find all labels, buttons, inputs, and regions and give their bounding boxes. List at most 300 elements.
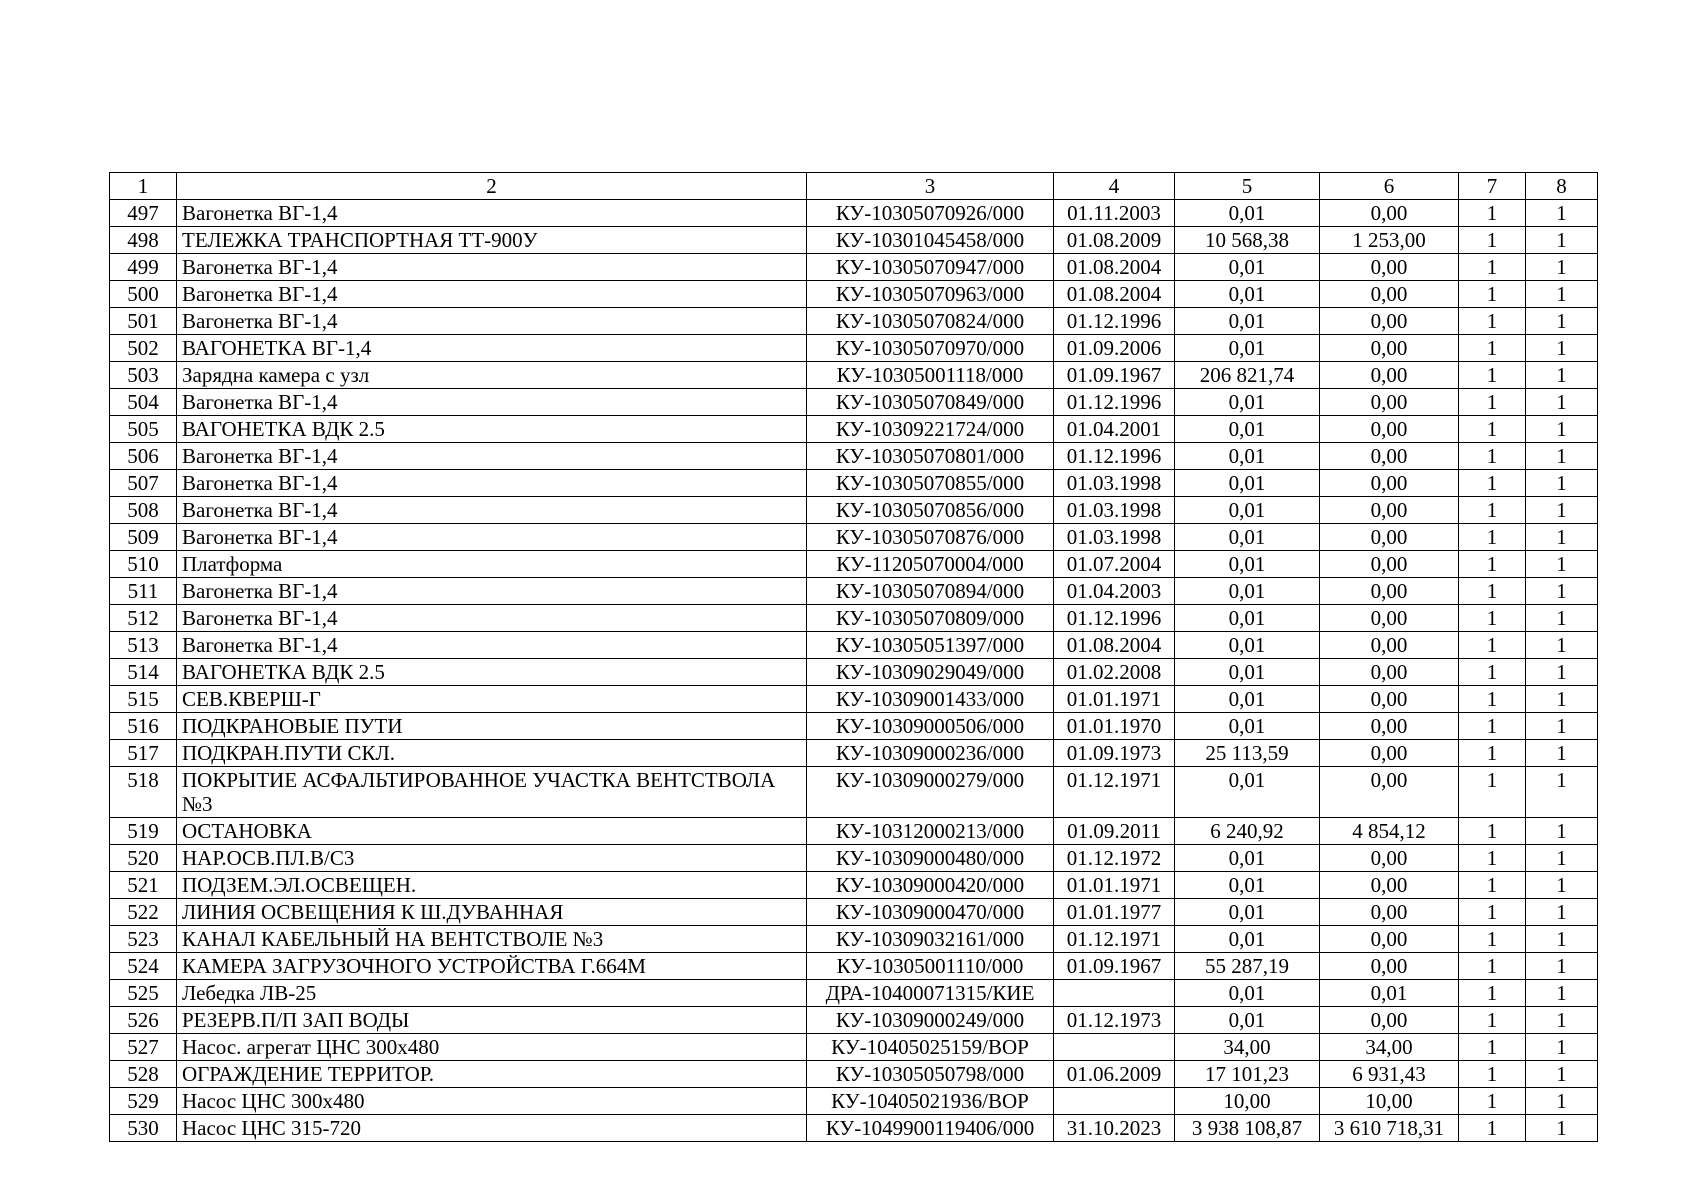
- item-name-cell: ВАГОНЕТКА ВГ-1,4: [177, 335, 807, 362]
- table-row: [110, 1115, 1598, 1142]
- qty-col8-cell: 1: [1526, 578, 1598, 605]
- value-col6-cell: 0,00: [1320, 605, 1459, 632]
- value-col5-cell: 0,01: [1175, 845, 1320, 872]
- inventory-code-cell: КУ-10305070876/000: [807, 524, 1054, 551]
- inventory-code-cell: КУ-10309001433/000: [807, 686, 1054, 713]
- row-number-cell: 508: [110, 497, 177, 524]
- value-col6-cell: 0,00: [1320, 254, 1459, 281]
- row-number-cell: 505: [110, 416, 177, 443]
- value-col5-cell: 3 938 108,87: [1175, 1115, 1320, 1142]
- table-row: [110, 308, 1598, 335]
- item-name-cell: ОГРАЖДЕНИЕ ТЕРРИТОР.: [177, 1061, 807, 1088]
- table-row: [110, 578, 1598, 605]
- table-row: [110, 980, 1598, 1007]
- inventory-code-cell: КУ-10309000279/000: [807, 767, 1054, 818]
- col-header-8: 8: [1526, 173, 1598, 200]
- item-name-cell: Вагонетка ВГ-1,4: [177, 443, 807, 470]
- col-header-7: 7: [1459, 173, 1526, 200]
- qty-col7-cell: 1: [1459, 308, 1526, 335]
- date-cell: 01.08.2009: [1054, 227, 1175, 254]
- qty-col7-cell: 1: [1459, 818, 1526, 845]
- row-number-cell: 520: [110, 845, 177, 872]
- table-row: [110, 872, 1598, 899]
- value-col5-cell: 0,01: [1175, 926, 1320, 953]
- row-number-cell: 513: [110, 632, 177, 659]
- row-number-cell: 514: [110, 659, 177, 686]
- date-cell: 01.06.2009: [1054, 1061, 1175, 1088]
- value-col5-cell: 0,01: [1175, 389, 1320, 416]
- value-col5-cell: 25 113,59: [1175, 740, 1320, 767]
- qty-col7-cell: 1: [1459, 953, 1526, 980]
- item-name-cell: КАНАЛ КАБЕЛЬНЫЙ НА ВЕНТСТВОЛЕ №3: [177, 926, 807, 953]
- date-cell: 31.10.2023: [1054, 1115, 1175, 1142]
- value-col5-cell: 0,01: [1175, 497, 1320, 524]
- inventory-code-cell: КУ-10309000249/000: [807, 1007, 1054, 1034]
- qty-col8-cell: 1: [1526, 227, 1598, 254]
- value-col6-cell: 0,00: [1320, 443, 1459, 470]
- value-col5-cell: 0,01: [1175, 713, 1320, 740]
- row-number-cell: 500: [110, 281, 177, 308]
- date-cell: 01.12.1971: [1054, 767, 1175, 818]
- date-cell: [1054, 1088, 1175, 1115]
- value-col5-cell: 0,01: [1175, 686, 1320, 713]
- value-col6-cell: 0,00: [1320, 389, 1459, 416]
- item-name-cell: Вагонетка ВГ-1,4: [177, 281, 807, 308]
- qty-col7-cell: 1: [1459, 740, 1526, 767]
- inventory-code-cell: КУ-10305070970/000: [807, 335, 1054, 362]
- item-name-cell: Лебедка ЛВ-25: [177, 980, 807, 1007]
- qty-col8-cell: 1: [1526, 899, 1598, 926]
- value-col5-cell: 0,01: [1175, 767, 1320, 818]
- qty-col7-cell: 1: [1459, 686, 1526, 713]
- item-name-cell: ЛИНИЯ ОСВЕЩЕНИЯ К Ш.ДУВАННАЯ: [177, 899, 807, 926]
- qty-col7-cell: 1: [1459, 659, 1526, 686]
- value-col5-cell: 17 101,23: [1175, 1061, 1320, 1088]
- value-col6-cell: 0,00: [1320, 872, 1459, 899]
- qty-col7-cell: 1: [1459, 254, 1526, 281]
- date-cell: 01.01.1971: [1054, 872, 1175, 899]
- value-col5-cell: 0,01: [1175, 605, 1320, 632]
- date-cell: 01.03.1998: [1054, 497, 1175, 524]
- inventory-code-cell: КУ-10305070926/000: [807, 200, 1054, 227]
- date-cell: 01.09.2011: [1054, 818, 1175, 845]
- qty-col8-cell: 1: [1526, 740, 1598, 767]
- value-col5-cell: 0,01: [1175, 659, 1320, 686]
- row-number-cell: 530: [110, 1115, 177, 1142]
- value-col6-cell: 0,00: [1320, 740, 1459, 767]
- table-row: [110, 1088, 1598, 1115]
- table-row: [110, 335, 1598, 362]
- value-col5-cell: 10 568,38: [1175, 227, 1320, 254]
- date-cell: 01.12.1972: [1054, 845, 1175, 872]
- inventory-code-cell: КУ-10305070856/000: [807, 497, 1054, 524]
- inventory-code-cell: КУ-10305070963/000: [807, 281, 1054, 308]
- row-number-cell: 515: [110, 686, 177, 713]
- date-cell: 01.04.2003: [1054, 578, 1175, 605]
- inventory-code-cell: ДРА-10400071315/КИЕ: [807, 980, 1054, 1007]
- qty-col8-cell: 1: [1526, 1034, 1598, 1061]
- col-header-1: 1: [110, 173, 177, 200]
- row-number-cell: 497: [110, 200, 177, 227]
- qty-col8-cell: 1: [1526, 980, 1598, 1007]
- value-col6-cell: 0,00: [1320, 281, 1459, 308]
- value-col6-cell: 0,00: [1320, 632, 1459, 659]
- value-col5-cell: 10,00: [1175, 1088, 1320, 1115]
- item-name-cell: Вагонетка ВГ-1,4: [177, 497, 807, 524]
- value-col5-cell: 0,01: [1175, 872, 1320, 899]
- table-row: [110, 926, 1598, 953]
- table-row: [110, 899, 1598, 926]
- qty-col8-cell: 1: [1526, 308, 1598, 335]
- row-number-cell: 511: [110, 578, 177, 605]
- table-row: [110, 632, 1598, 659]
- qty-col7-cell: 1: [1459, 1115, 1526, 1142]
- qty-col8-cell: 1: [1526, 416, 1598, 443]
- value-col6-cell: 0,00: [1320, 1007, 1459, 1034]
- row-number-cell: 519: [110, 818, 177, 845]
- inventory-code-cell: КУ-10309000480/000: [807, 845, 1054, 872]
- date-cell: 01.08.2004: [1054, 254, 1175, 281]
- row-number-cell: 522: [110, 899, 177, 926]
- qty-col7-cell: 1: [1459, 497, 1526, 524]
- value-col5-cell: 0,01: [1175, 578, 1320, 605]
- qty-col8-cell: 1: [1526, 281, 1598, 308]
- qty-col8-cell: 1: [1526, 335, 1598, 362]
- qty-col7-cell: 1: [1459, 926, 1526, 953]
- qty-col7-cell: 1: [1459, 899, 1526, 926]
- qty-col8-cell: 1: [1526, 1115, 1598, 1142]
- col-header-5: 5: [1175, 173, 1320, 200]
- item-name-cell: ОСТАНОВКА: [177, 818, 807, 845]
- qty-col7-cell: 1: [1459, 578, 1526, 605]
- inventory-table: [109, 172, 1598, 1142]
- row-number-cell: 509: [110, 524, 177, 551]
- inventory-code-cell: КУ-10305050798/000: [807, 1061, 1054, 1088]
- inventory-code-cell: КУ-10305070849/000: [807, 389, 1054, 416]
- value-col5-cell: 6 240,92: [1175, 818, 1320, 845]
- qty-col7-cell: 1: [1459, 767, 1526, 818]
- row-number-cell: 529: [110, 1088, 177, 1115]
- col-header-3: 3: [807, 173, 1054, 200]
- item-name-cell: ПОДКРАН.ПУТИ СКЛ.: [177, 740, 807, 767]
- inventory-code-cell: КУ-10305070809/000: [807, 605, 1054, 632]
- date-cell: 01.12.1996: [1054, 308, 1175, 335]
- qty-col8-cell: 1: [1526, 497, 1598, 524]
- value-col6-cell: 0,00: [1320, 200, 1459, 227]
- row-number-cell: 501: [110, 308, 177, 335]
- inventory-code-cell: КУ-10305070824/000: [807, 308, 1054, 335]
- value-col5-cell: 0,01: [1175, 308, 1320, 335]
- value-col5-cell: 55 287,19: [1175, 953, 1320, 980]
- value-col6-cell: 3 610 718,31: [1320, 1115, 1459, 1142]
- item-name-cell: Вагонетка ВГ-1,4: [177, 470, 807, 497]
- table-row: [110, 1034, 1598, 1061]
- qty-col8-cell: 1: [1526, 443, 1598, 470]
- inventory-code-cell: КУ-10309000420/000: [807, 872, 1054, 899]
- qty-col7-cell: 1: [1459, 281, 1526, 308]
- value-col5-cell: 34,00: [1175, 1034, 1320, 1061]
- date-cell: 01.01.1970: [1054, 713, 1175, 740]
- qty-col7-cell: 1: [1459, 200, 1526, 227]
- qty-col7-cell: 1: [1459, 416, 1526, 443]
- qty-col7-cell: 1: [1459, 1034, 1526, 1061]
- item-name-cell: КАМЕРА ЗАГРУЗОЧНОГО УСТРОЙСТВА Г.664М: [177, 953, 807, 980]
- date-cell: 01.09.1973: [1054, 740, 1175, 767]
- value-col5-cell: 0,01: [1175, 524, 1320, 551]
- qty-col8-cell: 1: [1526, 1088, 1598, 1115]
- qty-col8-cell: 1: [1526, 926, 1598, 953]
- date-cell: 01.03.1998: [1054, 470, 1175, 497]
- item-name-cell: ВАГОНЕТКА ВДК 2.5: [177, 659, 807, 686]
- row-number-cell: 521: [110, 872, 177, 899]
- qty-col7-cell: 1: [1459, 470, 1526, 497]
- qty-col8-cell: 1: [1526, 551, 1598, 578]
- inventory-code-cell: КУ-10305051397/000: [807, 632, 1054, 659]
- table-row: [110, 389, 1598, 416]
- value-col5-cell: 0,01: [1175, 443, 1320, 470]
- row-number-cell: 502: [110, 335, 177, 362]
- value-col5-cell: 0,01: [1175, 281, 1320, 308]
- table-row: [110, 227, 1598, 254]
- qty-col8-cell: 1: [1526, 686, 1598, 713]
- qty-col8-cell: 1: [1526, 200, 1598, 227]
- table-row: [110, 281, 1598, 308]
- row-number-cell: 518: [110, 767, 177, 818]
- date-cell: 01.01.1971: [1054, 686, 1175, 713]
- date-cell: 01.09.1967: [1054, 362, 1175, 389]
- header-row: [110, 173, 1598, 200]
- inventory-code-cell: КУ-10301045458/000: [807, 227, 1054, 254]
- value-col6-cell: 10,00: [1320, 1088, 1459, 1115]
- row-number-cell: 504: [110, 389, 177, 416]
- value-col6-cell: 0,01: [1320, 980, 1459, 1007]
- date-cell: 01.02.2008: [1054, 659, 1175, 686]
- value-col6-cell: 0,00: [1320, 899, 1459, 926]
- value-col6-cell: 4 854,12: [1320, 818, 1459, 845]
- inventory-code-cell: КУ-10309221724/000: [807, 416, 1054, 443]
- row-number-cell: 498: [110, 227, 177, 254]
- row-number-cell: 526: [110, 1007, 177, 1034]
- inventory-code-cell: КУ-10309032161/000: [807, 926, 1054, 953]
- table-row: [110, 767, 1598, 818]
- qty-col7-cell: 1: [1459, 389, 1526, 416]
- row-number-cell: 524: [110, 953, 177, 980]
- value-col6-cell: 6 931,43: [1320, 1061, 1459, 1088]
- inventory-code-cell: КУ-10305001110/000: [807, 953, 1054, 980]
- value-col6-cell: 0,00: [1320, 335, 1459, 362]
- item-name-cell: Насос. агрегат ЦНС 300х480: [177, 1034, 807, 1061]
- qty-col7-cell: 1: [1459, 1088, 1526, 1115]
- date-cell: 01.03.1998: [1054, 524, 1175, 551]
- qty-col8-cell: 1: [1526, 605, 1598, 632]
- value-col6-cell: 0,00: [1320, 659, 1459, 686]
- col-header-4: 4: [1054, 173, 1175, 200]
- col-header-6: 6: [1320, 173, 1459, 200]
- qty-col7-cell: 1: [1459, 443, 1526, 470]
- qty-col7-cell: 1: [1459, 1061, 1526, 1088]
- row-number-cell: 506: [110, 443, 177, 470]
- row-number-cell: 528: [110, 1061, 177, 1088]
- date-cell: [1054, 980, 1175, 1007]
- value-col6-cell: 34,00: [1320, 1034, 1459, 1061]
- inventory-code-cell: КУ-10309000470/000: [807, 899, 1054, 926]
- date-cell: 01.12.1996: [1054, 389, 1175, 416]
- value-col6-cell: 0,00: [1320, 551, 1459, 578]
- item-name-cell: Вагонетка ВГ-1,4: [177, 200, 807, 227]
- table-row: [110, 713, 1598, 740]
- table-row: [110, 362, 1598, 389]
- qty-col7-cell: 1: [1459, 845, 1526, 872]
- inventory-code-cell: КУ-10305070894/000: [807, 578, 1054, 605]
- value-col6-cell: 0,00: [1320, 713, 1459, 740]
- qty-col7-cell: 1: [1459, 713, 1526, 740]
- table-row: [110, 470, 1598, 497]
- table-row: [110, 1007, 1598, 1034]
- qty-col8-cell: 1: [1526, 713, 1598, 740]
- value-col6-cell: 0,00: [1320, 953, 1459, 980]
- row-number-cell: 507: [110, 470, 177, 497]
- row-number-cell: 523: [110, 926, 177, 953]
- date-cell: 01.07.2004: [1054, 551, 1175, 578]
- table-row: [110, 416, 1598, 443]
- inventory-code-cell: КУ-10312000213/000: [807, 818, 1054, 845]
- qty-col8-cell: 1: [1526, 845, 1598, 872]
- table-row: [110, 740, 1598, 767]
- value-col5-cell: 0,01: [1175, 335, 1320, 362]
- inventory-code-cell: КУ-10305070801/000: [807, 443, 1054, 470]
- date-cell: 01.12.1971: [1054, 926, 1175, 953]
- item-name-cell: РЕЗЕРВ.П/П ЗАП ВОДЫ: [177, 1007, 807, 1034]
- table-row: [110, 443, 1598, 470]
- table-row: [110, 200, 1598, 227]
- qty-col8-cell: 1: [1526, 1007, 1598, 1034]
- qty-col7-cell: 1: [1459, 980, 1526, 1007]
- value-col6-cell: 0,00: [1320, 524, 1459, 551]
- value-col5-cell: 0,01: [1175, 551, 1320, 578]
- value-col6-cell: 0,00: [1320, 470, 1459, 497]
- date-cell: 01.08.2004: [1054, 632, 1175, 659]
- item-name-cell: ТЕЛЕЖКА ТРАНСПОРТНАЯ ТТ-900У: [177, 227, 807, 254]
- item-name-cell: Вагонетка ВГ-1,4: [177, 632, 807, 659]
- item-name-cell: НАР.ОСВ.ПЛ.В/С3: [177, 845, 807, 872]
- item-name-cell: ВАГОНЕТКА ВДК 2.5: [177, 416, 807, 443]
- qty-col8-cell: 1: [1526, 767, 1598, 818]
- value-col5-cell: 0,01: [1175, 470, 1320, 497]
- qty-col7-cell: 1: [1459, 872, 1526, 899]
- table-row: [110, 818, 1598, 845]
- date-cell: [1054, 1034, 1175, 1061]
- date-cell: 01.09.1967: [1054, 953, 1175, 980]
- date-cell: 01.09.2006: [1054, 335, 1175, 362]
- value-col6-cell: 0,00: [1320, 362, 1459, 389]
- qty-col7-cell: 1: [1459, 227, 1526, 254]
- qty-col8-cell: 1: [1526, 818, 1598, 845]
- value-col6-cell: 0,00: [1320, 845, 1459, 872]
- item-name-cell: Вагонетка ВГ-1,4: [177, 578, 807, 605]
- qty-col8-cell: 1: [1526, 389, 1598, 416]
- item-name-cell: ПОДКРАНОВЫЕ ПУТИ: [177, 713, 807, 740]
- row-number-cell: 527: [110, 1034, 177, 1061]
- inventory-code-cell: КУ-10305070947/000: [807, 254, 1054, 281]
- inventory-code-cell: КУ-10405021936/ВОР: [807, 1088, 1054, 1115]
- col-header-2: 2: [177, 173, 807, 200]
- table-row: [110, 254, 1598, 281]
- table-row: [110, 659, 1598, 686]
- table-row: [110, 1061, 1598, 1088]
- value-col6-cell: 1 253,00: [1320, 227, 1459, 254]
- table-row: [110, 953, 1598, 980]
- inventory-code-cell: КУ-11205070004/000: [807, 551, 1054, 578]
- qty-col8-cell: 1: [1526, 524, 1598, 551]
- qty-col8-cell: 1: [1526, 1061, 1598, 1088]
- qty-col8-cell: 1: [1526, 953, 1598, 980]
- item-name-cell: Зарядна камера с узл: [177, 362, 807, 389]
- item-name-cell: ПОДЗЕМ.ЭЛ.ОСВЕЩЕН.: [177, 872, 807, 899]
- inventory-code-cell: КУ-10305070855/000: [807, 470, 1054, 497]
- row-number-cell: 503: [110, 362, 177, 389]
- qty-col7-cell: 1: [1459, 605, 1526, 632]
- item-name-cell: Насос ЦНС 300х480: [177, 1088, 807, 1115]
- table-row: [110, 845, 1598, 872]
- inventory-code-cell: КУ-10405025159/ВОР: [807, 1034, 1054, 1061]
- qty-col8-cell: 1: [1526, 659, 1598, 686]
- date-cell: 01.12.1996: [1054, 605, 1175, 632]
- value-col6-cell: 0,00: [1320, 686, 1459, 713]
- value-col6-cell: 0,00: [1320, 926, 1459, 953]
- qty-col8-cell: 1: [1526, 632, 1598, 659]
- qty-col7-cell: 1: [1459, 632, 1526, 659]
- value-col6-cell: 0,00: [1320, 578, 1459, 605]
- qty-col8-cell: 1: [1526, 470, 1598, 497]
- item-name-cell: Вагонетка ВГ-1,4: [177, 605, 807, 632]
- row-number-cell: 516: [110, 713, 177, 740]
- inventory-code-cell: КУ-10309029049/000: [807, 659, 1054, 686]
- qty-col7-cell: 1: [1459, 551, 1526, 578]
- value-col5-cell: 0,01: [1175, 632, 1320, 659]
- item-name-cell: Платформа: [177, 551, 807, 578]
- inventory-code-cell: КУ-1049900119406/000: [807, 1115, 1054, 1142]
- date-cell: 01.11.2003: [1054, 200, 1175, 227]
- value-col5-cell: 0,01: [1175, 980, 1320, 1007]
- date-cell: 01.12.1996: [1054, 443, 1175, 470]
- row-number-cell: 499: [110, 254, 177, 281]
- value-col6-cell: 0,00: [1320, 416, 1459, 443]
- value-col6-cell: 0,00: [1320, 767, 1459, 818]
- row-number-cell: 525: [110, 980, 177, 1007]
- qty-col7-cell: 1: [1459, 1007, 1526, 1034]
- item-name-cell: Вагонетка ВГ-1,4: [177, 524, 807, 551]
- item-name-cell: Вагонетка ВГ-1,4: [177, 254, 807, 281]
- table-row: [110, 524, 1598, 551]
- row-number-cell: 512: [110, 605, 177, 632]
- table-row: [110, 686, 1598, 713]
- table-body: [110, 200, 1598, 1142]
- qty-col7-cell: 1: [1459, 335, 1526, 362]
- inventory-code-cell: КУ-10309000506/000: [807, 713, 1054, 740]
- item-name-cell: ПОКРЫТИЕ АСФАЛЬТИРОВАННОЕ УЧАСТКА ВЕНТСТВОЛА №3: [177, 767, 807, 818]
- item-name-cell: СЕВ.КВЕРШ-Г: [177, 686, 807, 713]
- item-name-cell: Вагонетка ВГ-1,4: [177, 389, 807, 416]
- qty-col7-cell: 1: [1459, 362, 1526, 389]
- value-col5-cell: 0,01: [1175, 1007, 1320, 1034]
- value-col5-cell: 0,01: [1175, 254, 1320, 281]
- qty-col8-cell: 1: [1526, 872, 1598, 899]
- table-row: [110, 551, 1598, 578]
- value-col5-cell: 0,01: [1175, 899, 1320, 926]
- inventory-code-cell: КУ-10305001118/000: [807, 362, 1054, 389]
- qty-col7-cell: 1: [1459, 524, 1526, 551]
- item-name-cell: Насос ЦНС 315-720: [177, 1115, 807, 1142]
